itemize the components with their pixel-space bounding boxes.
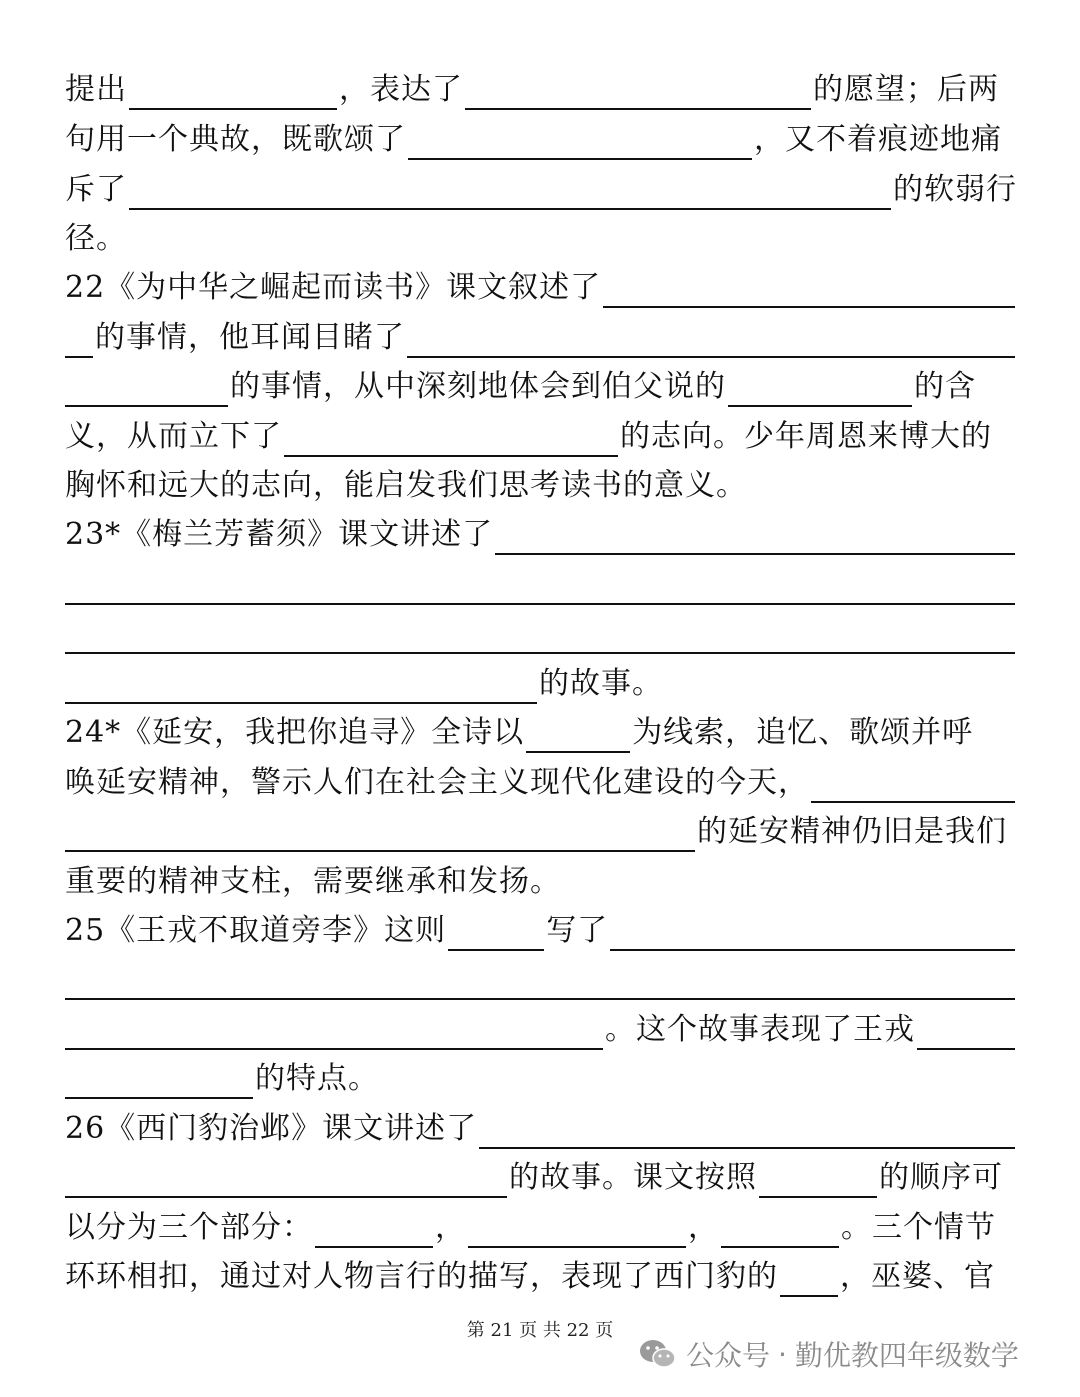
question-text: 的故事。课文按照 [509, 1160, 757, 1195]
question-26-line [65, 1158, 1017, 1198]
answer-blank[interactable] [468, 1212, 686, 1248]
watermark-account-name: 勤优教四年级数学 [794, 1339, 1019, 1372]
answer-blank[interactable] [65, 322, 93, 358]
question-text: 23*《梅兰芳蓄须》课文讲述了 [65, 517, 494, 552]
question-26-line [65, 1109, 1017, 1149]
question-text: 径。 [65, 221, 127, 256]
question-text: 22《为中华之崛起而读书》课文叙述了 [65, 270, 602, 305]
question-text: 重要的精神支柱，需要继承和发扬。 [65, 864, 561, 899]
question-text: 提出 [65, 72, 127, 107]
question-text: 写了 [546, 913, 609, 948]
question-text: 。这个故事表现了王戎 [605, 1012, 915, 1047]
question-25-line [65, 1059, 1017, 1099]
answer-blank[interactable] [407, 322, 1015, 358]
question-text: 24*《延安，我把你追寻》全诗以 [65, 715, 525, 750]
answer-blank[interactable] [610, 915, 1015, 951]
answer-blank[interactable] [65, 1063, 253, 1099]
question-23-line [65, 515, 1017, 555]
question-22-line [65, 466, 1017, 506]
question-text: 斥了 [65, 172, 127, 207]
wechat-icon [638, 1337, 678, 1371]
question-text: 句用一个典故，既歌颂了 [65, 122, 406, 157]
question-22-line [65, 268, 1017, 308]
answer-blank[interactable] [759, 1162, 877, 1198]
question-text: ，表达了 [339, 72, 463, 107]
question-22-line [65, 367, 1017, 407]
answer-blank[interactable] [65, 371, 228, 407]
watermark [638, 1334, 1019, 1374]
answer-blank[interactable] [315, 1212, 433, 1248]
question-23-line [65, 664, 1017, 704]
answer-blank[interactable] [65, 1014, 603, 1050]
answer-blank[interactable] [65, 569, 1015, 605]
answer-blank[interactable] [448, 915, 544, 951]
question-text: 的故事。 [539, 666, 663, 701]
question-text: 唤延安精神，警示人们在社会主义现代化建设的今天， [65, 765, 809, 800]
answer-blank[interactable] [65, 668, 537, 704]
text-line [65, 70, 1017, 110]
question-text: 的特点。 [255, 1061, 379, 1096]
page-number: 第 21 页 共 22 页 [466, 1320, 614, 1341]
question-25-line [65, 960, 1017, 1000]
question-text: 的软弱行 [893, 172, 1017, 207]
question-23-line [65, 565, 1017, 605]
answer-blank[interactable] [408, 124, 752, 160]
answer-blank[interactable] [495, 519, 1015, 555]
question-text: ，巫婆、官 [840, 1259, 995, 1294]
question-24-line [65, 812, 1017, 852]
text-line [65, 219, 1017, 259]
question-text: ，又不着痕迹地痛 [754, 122, 1002, 157]
question-text: 26《西门豹治邺》课文讲述了 [65, 1111, 478, 1146]
question-text: 的含 [914, 369, 976, 404]
answer-blank[interactable] [284, 421, 618, 457]
question-text: 的延安精神仍旧是我们 [697, 814, 1007, 849]
question-text: 以分为三个部分： [65, 1210, 313, 1245]
answer-blank[interactable] [65, 618, 1015, 654]
answer-blank[interactable] [526, 717, 630, 753]
text-line [65, 120, 1017, 160]
question-text: 胸怀和远大的志向，能启发我们思考读书的意义。 [65, 468, 747, 503]
answer-blank[interactable] [465, 74, 811, 110]
question-24-line [65, 713, 1017, 753]
answer-blank[interactable] [65, 964, 1015, 1000]
question-text: 的事情，他耳闻目睹了 [95, 320, 405, 355]
question-text: 义，从而立下了 [65, 419, 282, 454]
answer-blank[interactable] [811, 767, 1015, 803]
question-text: 的志向。少年周恩来博大的 [620, 419, 992, 454]
answer-blank[interactable] [603, 272, 1015, 308]
question-22-line [65, 417, 1017, 457]
question-text: 。三个情节 [841, 1210, 996, 1245]
question-26-line [65, 1257, 1017, 1297]
question-24-line [65, 862, 1017, 902]
question-25-line [65, 911, 1017, 951]
text-line [65, 170, 1017, 210]
answer-blank[interactable] [479, 1113, 1015, 1149]
answer-blank[interactable] [65, 816, 695, 852]
question-text: 为线索，追忆、歌颂并呼 [632, 715, 974, 750]
answer-blank[interactable] [65, 1162, 507, 1198]
watermark-prefix: 公众号 [686, 1339, 771, 1372]
question-text: 的愿望；后两 [813, 72, 999, 107]
question-25-line [65, 1010, 1017, 1050]
answer-blank[interactable] [721, 1212, 839, 1248]
answer-blank[interactable] [129, 174, 891, 210]
question-26-line [65, 1208, 1017, 1248]
question-text: ， [688, 1210, 719, 1245]
answer-blank[interactable] [917, 1014, 1015, 1050]
watermark-separator: · [778, 1337, 787, 1371]
answer-blank[interactable] [728, 371, 912, 407]
answer-blank[interactable] [129, 74, 337, 110]
question-text: ， [435, 1210, 466, 1245]
question-24-line [65, 763, 1017, 803]
answer-blank[interactable] [780, 1261, 838, 1297]
question-text: 的事情，从中深刻地体会到伯父说的 [230, 369, 726, 404]
question-22-line [65, 318, 1017, 358]
question-23-line [65, 614, 1017, 654]
question-text: 25《王戎不取道旁李》这则 [65, 913, 447, 948]
question-text: 的顺序可 [879, 1160, 1003, 1195]
question-text: 环环相扣，通过对人物言行的描写，表现了西门豹的 [65, 1259, 778, 1294]
